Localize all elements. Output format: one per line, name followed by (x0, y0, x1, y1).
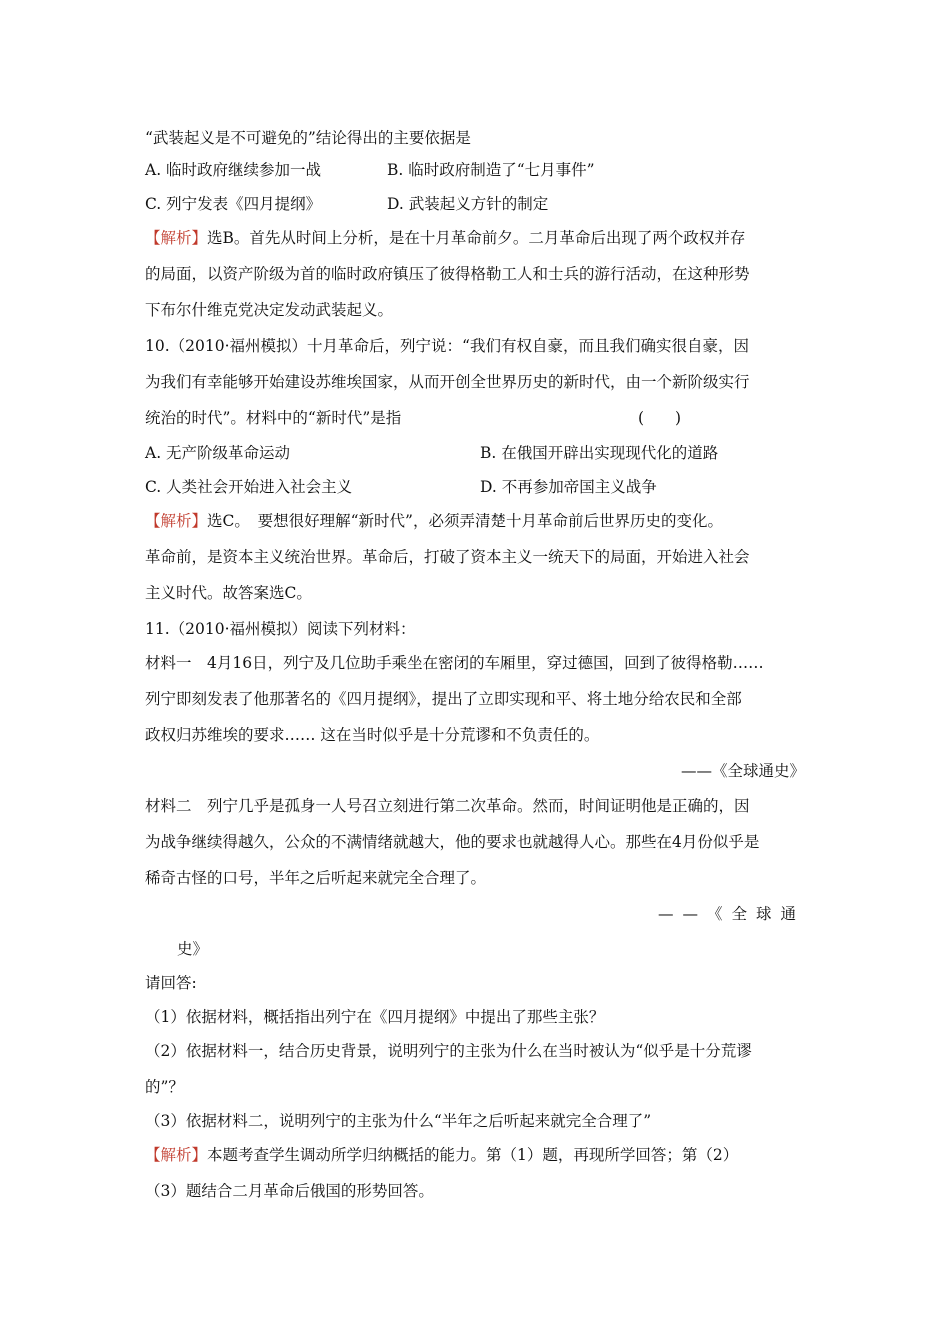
q10-analysis-line-3: 主义时代。故答案选C。 (145, 584, 312, 602)
q11-stem: 11.（2010·福州模拟）阅读下列材料： (145, 620, 416, 638)
q9-analysis-line-1: 【解析】选B。首先从时间上分析，是在十月革命前夕。二月革命后出现了两个政权并存 (145, 229, 746, 247)
q9-option-c: C. 列宁发表《四月提纲》 (145, 195, 322, 213)
q10-answer-bracket: ( ) (638, 409, 682, 427)
q11-material2-line-3: 稀奇古怪的口号，半年之后听起来就完全合理了。 (145, 869, 487, 887)
q9-option-d: D. 武装起义方针的制定 (387, 195, 549, 213)
q10-option-b: B. 在俄国开辟出实现现代化的道路 (480, 444, 719, 462)
q11-question-2: （2）依据材料一，结合历史背景，说明列宁的主张为什么在当时被认为“似乎是十分荒谬 (145, 1042, 752, 1060)
q10-analysis-line-1: 【解析】选C。 要想很好理解“新时代”，必须弄清楚十月革命前后世界历史的变化。 (145, 512, 723, 530)
q11-material2-line-2: 为战争继续得越久，公众的不满情绪就越大，他的要求也就越得人心。那些在4月份似乎是 (145, 833, 760, 851)
q9-stem: “武装起义是不可避免的”结论得出的主要依据是 (145, 129, 471, 147)
q9-option-b: B. 临时政府制造了“七月事件” (387, 161, 595, 179)
q10-stem-line-2: 为我们有幸能够开始建设苏维埃国家，从而开创全世界历史的新时代，由一个新阶级实行 (145, 373, 750, 391)
q9-analysis-line-2: 的局面，以资产阶级为首的临时政府镇压了彼得格勒工人和士兵的游行活动，在这种形势 (145, 265, 750, 283)
q11-question-1: （1）依据材料，概括指出列宁在《四月提纲》中提出了那些主张？ (145, 1008, 605, 1026)
q11-material1-line-1: 材料一 4月16日，列宁及几位助手乘坐在密闭的车厢里，穿过德国，回到了彼得格勒…… (145, 654, 764, 672)
analysis-label: 【解析】 (145, 1146, 208, 1164)
q11-material1-line-2: 列宁即刻发表了他那著名的《四月提纲》，提出了立即实现和平、将土地分给农民和全部 (145, 690, 742, 708)
q11-source-1: ——《全球通史》 (680, 762, 805, 780)
q11-material1-line-3: 政权归苏维埃的要求…… 这在当时似乎是十分荒谬和不负责任的。 (145, 726, 600, 744)
analysis-label: 【解析】 (145, 512, 208, 530)
q10-analysis-line-2: 革命前，是资本主义统治世界。革命后，打破了资本主义一统天下的局面，开始进入社会 (145, 548, 750, 566)
q10-option-d: D. 不再参加帝国主义战争 (480, 478, 657, 496)
q10-option-a: A. 无产阶级革命运动 (145, 444, 291, 462)
q10-option-c: C. 人类社会开始进入社会主义 (145, 478, 353, 496)
q11-analysis-line-2: （3）题结合二月革命后俄国的形势回答。 (145, 1182, 434, 1200)
q11-material2-line-1: 材料二 列宁几乎是孤身一人号召立刻进行第二次革命。然而，时间证明他是正确的，因 (145, 797, 750, 815)
q11-source-2: ——《全球通 (657, 905, 805, 923)
q10-stem-line-1: 10.（2010·福州模拟）十月革命后，列宁说：“我们有权自豪，而且我们确实很自豪，因 (145, 337, 749, 355)
q11-question-2-cont: 的”？ (145, 1078, 184, 1096)
q11-source-2-cont: 史》 (177, 940, 209, 958)
q11-prompt: 请回答: (145, 974, 197, 992)
q11-analysis-line-1: 【解析】本题考查学生调动所学归纳概括的能力。第（1）题，再现所学回答；第（2） (145, 1146, 739, 1164)
q11-question-3: （3）依据材料二，说明列宁的主张为什么“半年之后听起来就完全合理了” (145, 1112, 652, 1130)
analysis-label: 【解析】 (145, 229, 208, 247)
q9-analysis-line-3: 下布尔什维克党决定发动武装起义。 (145, 301, 394, 319)
q9-option-a: A. 临时政府继续参加一战 (145, 161, 322, 179)
q10-stem-line-3: 统治的时代”。材料中的“新时代”是指 (145, 409, 402, 427)
